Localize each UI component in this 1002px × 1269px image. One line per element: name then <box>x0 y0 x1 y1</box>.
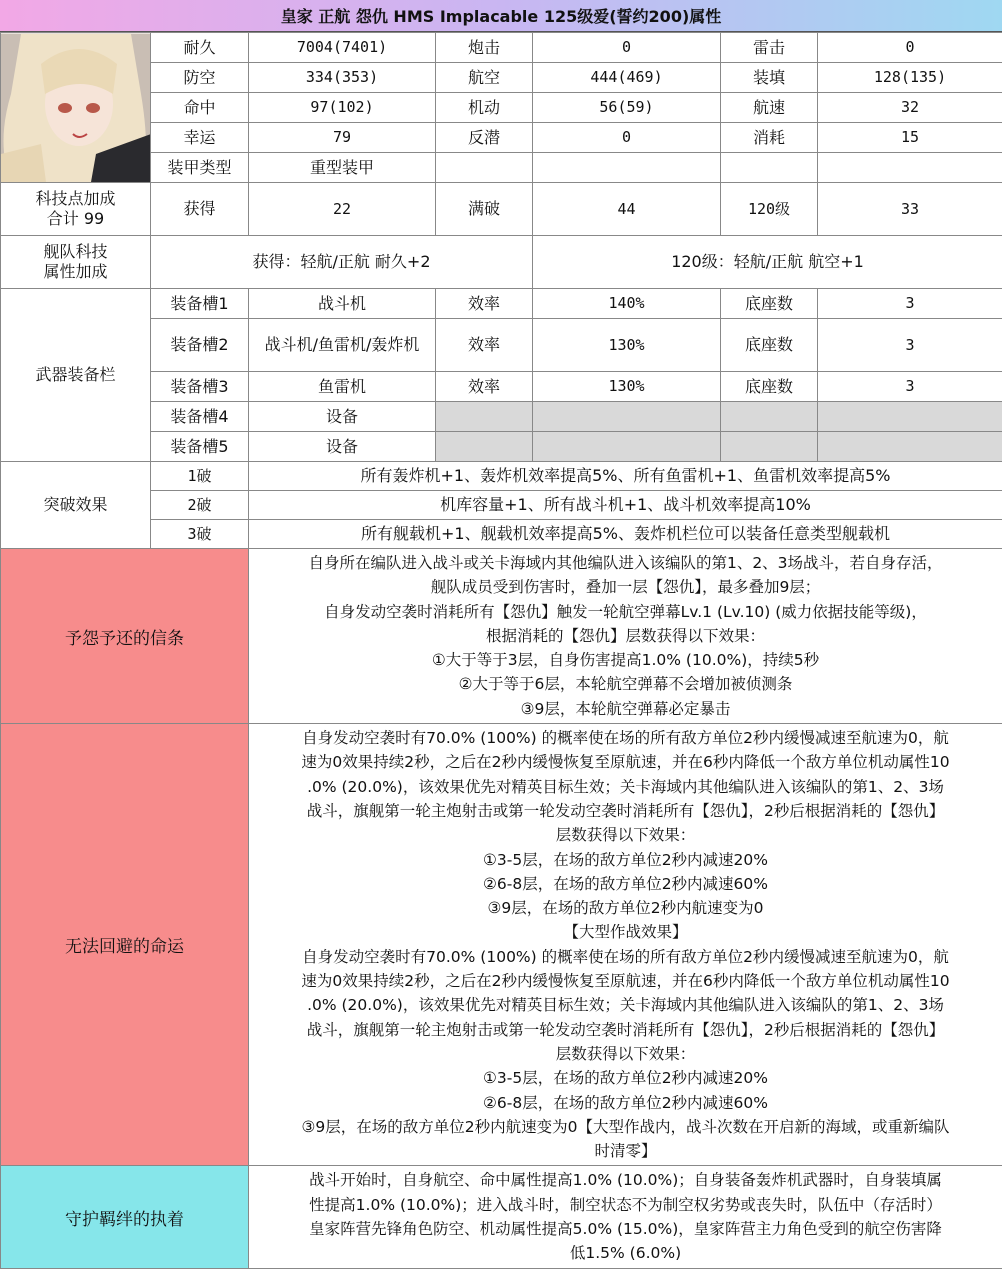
skill-line: ③9层，在场的敌方单位2秒内航速变为0【大型作战内，战斗次数在开启新的海域，或重新编队 <box>253 1115 998 1139</box>
skill-line: ②大于等于6层，本轮航空弹幕不会增加被侦测条 <box>253 672 998 696</box>
empty-cell <box>721 432 818 462</box>
stat-label: 航空 <box>436 63 533 93</box>
slot-label: 装备槽5 <box>151 432 249 462</box>
empty-cell <box>818 402 1002 432</box>
efficiency-value: 130% <box>533 372 721 402</box>
skill-line: ③9层，在场的敌方单位2秒内航速变为0 <box>253 896 998 920</box>
breakthrough-level: 3破 <box>151 520 249 549</box>
stat-label: 消耗 <box>721 123 818 153</box>
stat-value: 7004(7401) <box>249 33 436 63</box>
breakthrough-label: 突破效果 <box>1 462 151 549</box>
stat-label: 耐久 <box>151 33 249 63</box>
stat-label: 航速 <box>721 93 818 123</box>
slot-type: 鱼雷机 <box>249 372 436 402</box>
tech-points-label <box>1 183 151 236</box>
fleet-tech-subtitle: 属性加成 <box>5 262 146 282</box>
slot-label: 装备槽2 <box>151 319 249 372</box>
skill-line: ①大于等于3层，自身伤害提高1.0% (10.0%)，持续5秒 <box>253 648 998 672</box>
slot-label: 装备槽4 <box>151 402 249 432</box>
tech-limit-label: 满破 <box>436 183 533 236</box>
skill-line: ①3-5层，在场的敌方单位2秒内减速20% <box>253 1066 998 1090</box>
empty-cell <box>533 432 721 462</box>
breakthrough-text: 所有轰炸机+1、轰炸机效率提高5%、所有鱼雷机+1、鱼雷机效率提高5% <box>249 462 1002 491</box>
skill-line: 战斗开始时，自身航空、命中属性提高1.0% (10.0%)；自身装备轰炸机武器时，自身装填属 <box>253 1168 998 1192</box>
slot-label: 装备槽1 <box>151 289 249 319</box>
stat-value: 0 <box>533 123 721 153</box>
breakthrough-text: 所有舰载机+1、舰载机效率提高5%、轰炸机栏位可以装备任意类型舰载机 <box>249 520 1002 549</box>
slot-type: 战斗机 <box>249 289 436 319</box>
skill-name: 无法回避的命运 <box>1 724 249 1166</box>
skill-line: 皇家阵营先锋角色防空、机动属性提高5.0% (15.0%)，皇家阵营主力角色受到的航空伤害降 <box>253 1217 998 1241</box>
stat-label: 防空 <box>151 63 249 93</box>
skill-name: 予怨予还的信条 <box>1 549 249 724</box>
empty-cell <box>436 432 533 462</box>
slot-type: 战斗机/鱼雷机/轰炸机 <box>249 319 436 372</box>
fleet-tech-obtain: 获得：轻航/正航 耐久+2 <box>151 236 533 289</box>
tech-lv120-value: 33 <box>818 183 1002 236</box>
skill-line: .0% (20.0%)，该效果优先对精英目标生效；关卡海域内其他编队进入该编队的第1、2、3场 <box>253 775 998 799</box>
stat-label: 装填 <box>721 63 818 93</box>
skill-line: ③9层，本轮航空弹幕必定暴击 <box>253 697 998 721</box>
slot-label: 装备槽3 <box>151 372 249 402</box>
tech-lv120-label: 120级 <box>721 183 818 236</box>
skill-line: 自身发动空袭时有70.0% (100%) 的概率使在场的所有敌方单位2秒内缓慢减速至航速为0，航 <box>253 945 998 969</box>
stat-value: 0 <box>533 33 721 63</box>
fleet-tech-lv120: 120级：轻航/正航 航空+1 <box>533 236 1002 289</box>
skill-line: ②6-8层，在场的敌方单位2秒内减速60% <box>253 872 998 896</box>
slot-type: 设备 <box>249 432 436 462</box>
breakthrough-level: 1破 <box>151 462 249 491</box>
armor-value: 重型装甲 <box>249 153 436 183</box>
efficiency-label: 效率 <box>436 372 533 402</box>
empty-cell <box>721 402 818 432</box>
skill-line: .0% (20.0%)，该效果优先对精英目标生效；关卡海域内其他编队进入该编队的第1、2、3场 <box>253 993 998 1017</box>
skill-description <box>249 724 1002 1166</box>
page-title: 皇家 正航 怨仇 HMS Implacable 125级爱(誓约200)属性 <box>0 0 1002 32</box>
weapon-slots-label: 武器装备栏 <box>1 289 151 462</box>
tech-obtain-value: 22 <box>249 183 436 236</box>
stat-value: 334(353) <box>249 63 436 93</box>
fleet-tech-title: 舰队科技 <box>5 242 146 262</box>
skill-line: 战斗，旗舰第一轮主炮射击或第一轮发动空袭时消耗所有【怨仇】，2秒后根据消耗的【怨仇】 <box>253 799 998 823</box>
armor-label: 装甲类型 <box>151 153 249 183</box>
skill-line: 自身发动空袭时消耗所有【怨仇】触发一轮航空弹幕Lv.1 (Lv.10) (威力依据技能等级)， <box>253 600 998 624</box>
stat-value: 79 <box>249 123 436 153</box>
base-count-value: 3 <box>818 372 1002 402</box>
empty-cell <box>436 402 533 432</box>
empty-cell <box>533 402 721 432</box>
empty-cell <box>818 153 1002 183</box>
character-portrait <box>1 33 151 183</box>
efficiency-label: 效率 <box>436 289 533 319</box>
base-count-label: 底座数 <box>721 289 818 319</box>
base-count-value: 3 <box>818 319 1002 372</box>
stat-value: 32 <box>818 93 1002 123</box>
empty-cell <box>436 153 533 183</box>
efficiency-value: 140% <box>533 289 721 319</box>
fleet-tech-label <box>1 236 151 289</box>
breakthrough-level: 2破 <box>151 491 249 520</box>
stat-label: 机动 <box>436 93 533 123</box>
base-count-label: 底座数 <box>721 319 818 372</box>
stat-label: 炮击 <box>436 33 533 63</box>
skill-name: 守护羁绊的执着 <box>1 1166 249 1268</box>
skill-line: 自身所在编队进入战斗或关卡海域内其他编队进入该编队的第1、2、3场战斗，若自身存活， <box>253 551 998 575</box>
skill-line: 速为0效果持续2秒，之后在2秒内缓慢恢复至原航速，并在6秒内降低一个敌方单位机动属性10 <box>253 750 998 774</box>
stat-value: 0 <box>818 33 1002 63</box>
skill-line: 低1.5% (6.0%) <box>253 1241 998 1265</box>
portrait-image <box>1 34 151 182</box>
stat-value: 97(102) <box>249 93 436 123</box>
skill-description <box>249 549 1002 724</box>
tech-obtain-label: 获得 <box>151 183 249 236</box>
skill-line: 根据消耗的【怨仇】层数获得以下效果： <box>253 624 998 648</box>
base-count-value: 3 <box>818 289 1002 319</box>
skill-line: 舰队成员受到伤害时，叠加一层【怨仇】，最多叠加9层； <box>253 575 998 599</box>
stats-table <box>0 32 1002 549</box>
skill-description <box>249 1166 1002 1268</box>
stat-label: 反潜 <box>436 123 533 153</box>
skills-table <box>0 548 1002 1269</box>
stat-value: 15 <box>818 123 1002 153</box>
skill-line: 性提高1.0% (10.0%)；进入战斗时，制空状态不为制空权劣势或丧失时，队伍中（存活时） <box>253 1193 998 1217</box>
stat-value: 56(59) <box>533 93 721 123</box>
skill-line: 速为0效果持续2秒，之后在2秒内缓慢恢复至原航速，并在6秒内降低一个敌方单位机动属性10 <box>253 969 998 993</box>
skill-line: 时清零】 <box>253 1139 998 1163</box>
tech-limit-value: 44 <box>533 183 721 236</box>
tech-points-title: 科技点加成 <box>5 189 146 209</box>
efficiency-value: 130% <box>533 319 721 372</box>
base-count-label: 底座数 <box>721 372 818 402</box>
efficiency-label: 效率 <box>436 319 533 372</box>
stat-label: 命中 <box>151 93 249 123</box>
skill-line: 自身发动空袭时有70.0% (100%) 的概率使在场的所有敌方单位2秒内缓慢减速至航速为0，航 <box>253 726 998 750</box>
skill-line: ①3-5层，在场的敌方单位2秒内减速20% <box>253 848 998 872</box>
skill-line: ②6-8层，在场的敌方单位2秒内减速60% <box>253 1091 998 1115</box>
skill-line: 【大型作战效果】 <box>253 920 998 944</box>
stat-value: 444(469) <box>533 63 721 93</box>
stat-label: 雷击 <box>721 33 818 63</box>
breakthrough-text: 机库容量+1、所有战斗机+1、战斗机效率提高10% <box>249 491 1002 520</box>
empty-cell <box>533 153 721 183</box>
skill-line: 层数获得以下效果： <box>253 823 998 847</box>
skill-line: 战斗，旗舰第一轮主炮射击或第一轮发动空袭时消耗所有【怨仇】，2秒后根据消耗的【怨仇】 <box>253 1018 998 1042</box>
empty-cell <box>721 153 818 183</box>
slot-type: 设备 <box>249 402 436 432</box>
skill-line: 层数获得以下效果： <box>253 1042 998 1066</box>
stat-value: 128(135) <box>818 63 1002 93</box>
tech-points-total: 合计 99 <box>5 209 146 229</box>
empty-cell <box>818 432 1002 462</box>
stat-label: 幸运 <box>151 123 249 153</box>
